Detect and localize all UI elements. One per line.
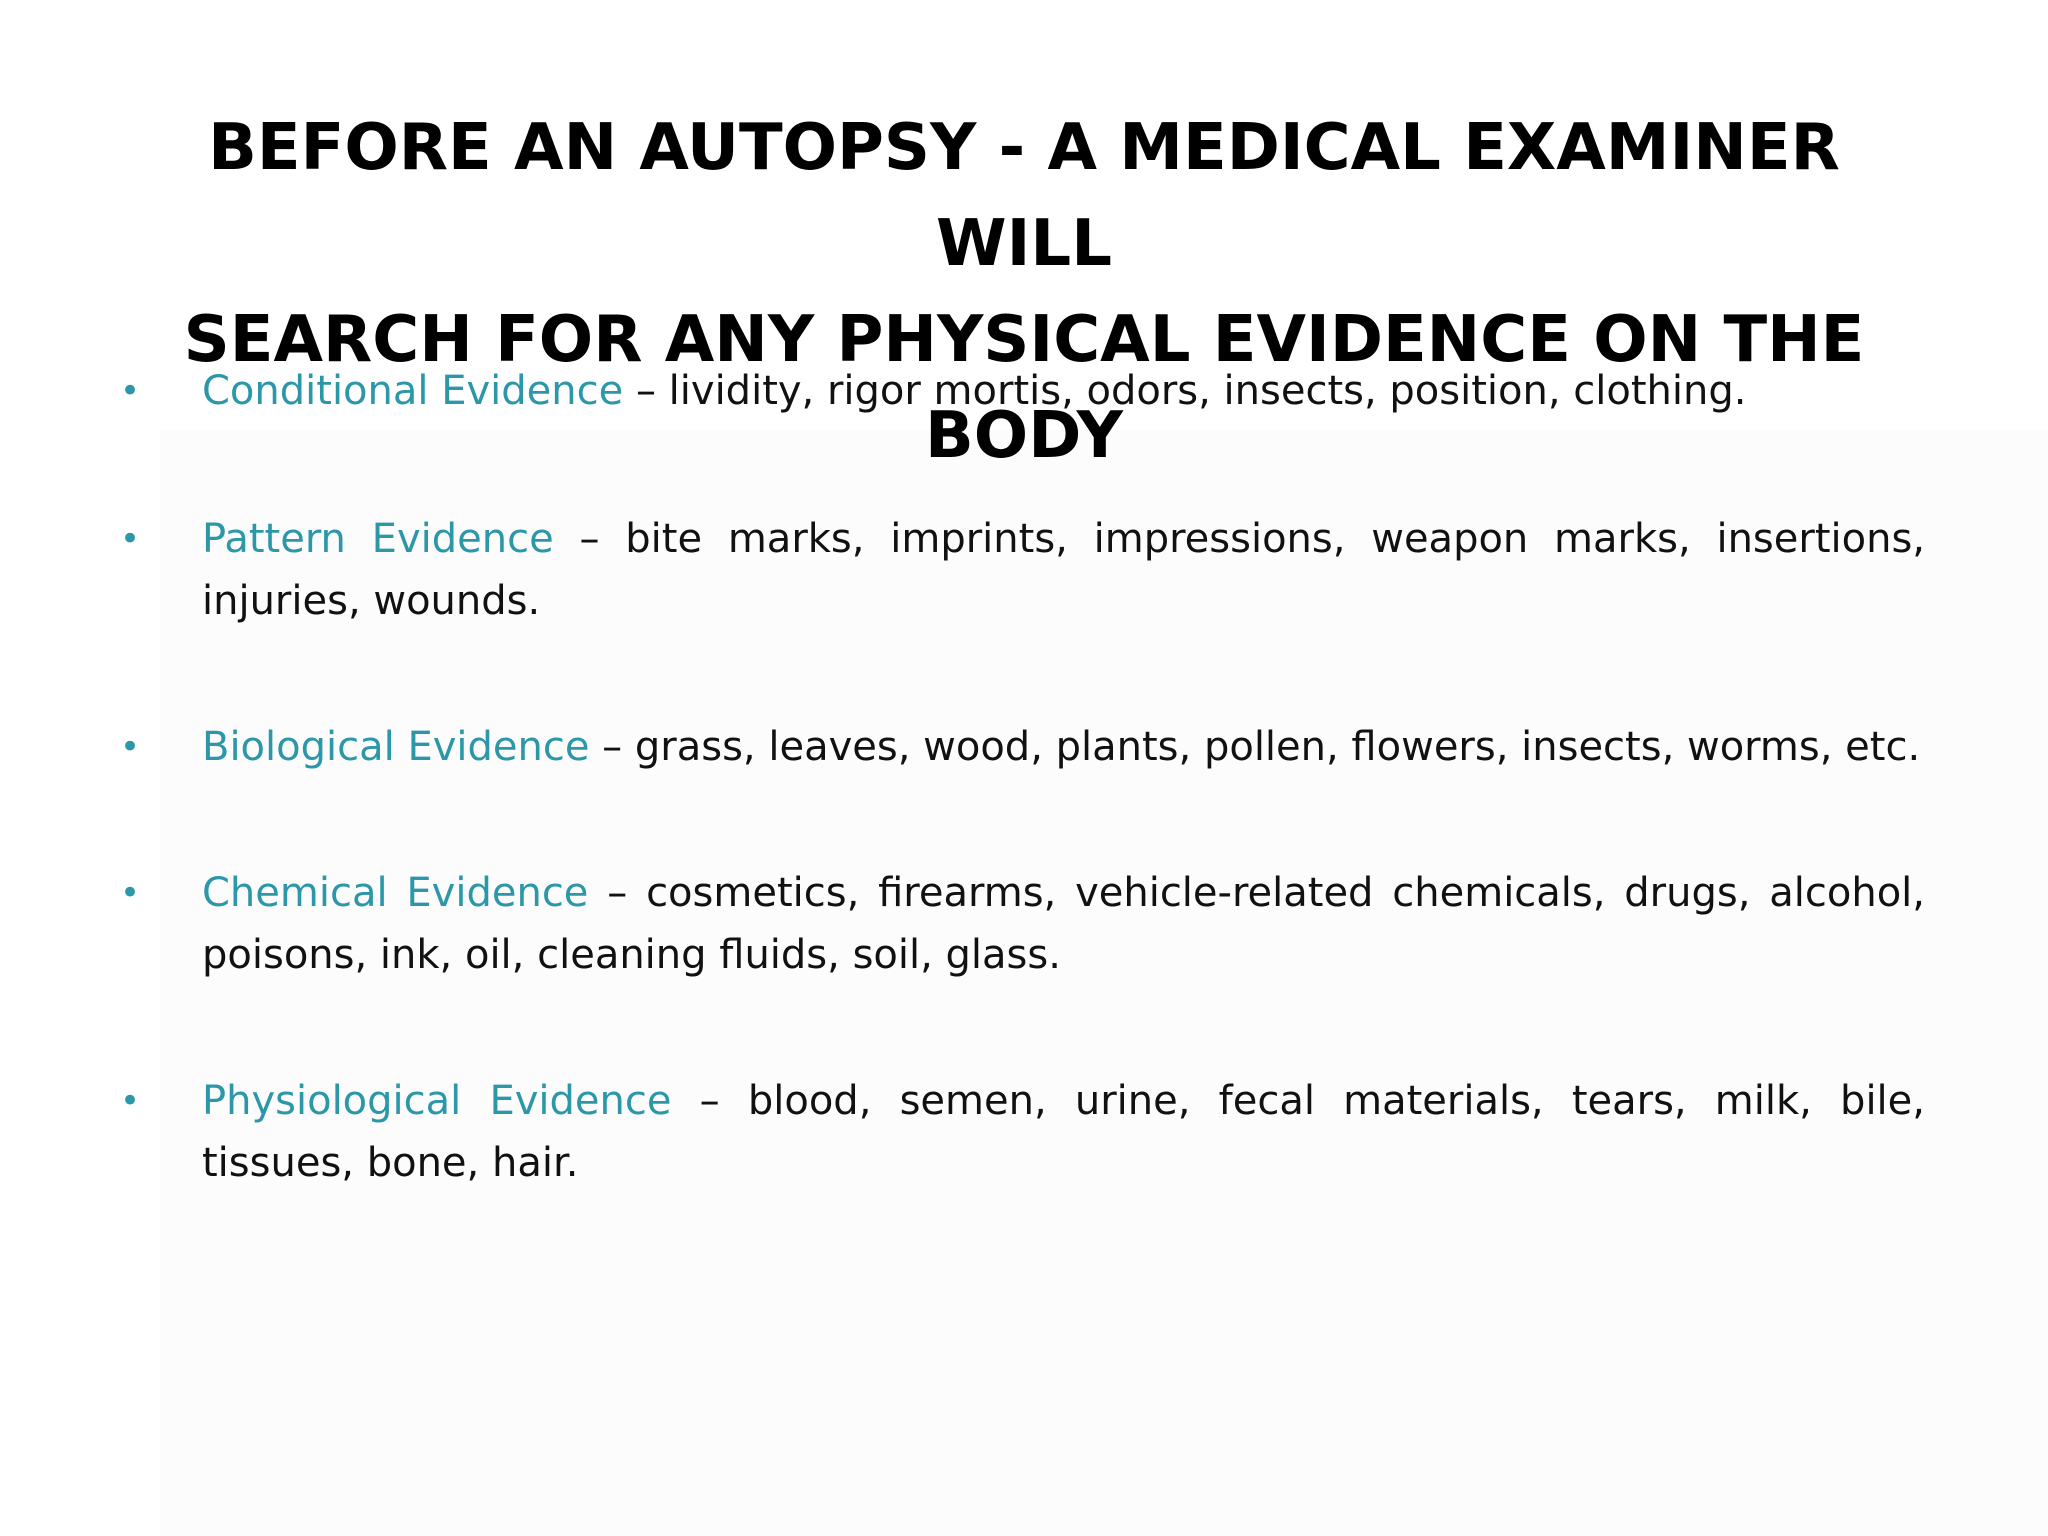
bullet-term: Conditional Evidence <box>202 368 624 414</box>
bullet-item-biological-evidence <box>120 716 1925 778</box>
bullet-dash: – <box>589 724 635 770</box>
bullet-description: lividity, rigor mortis, odors, insects, position, clothing. <box>668 368 1747 414</box>
bullet-dash: – <box>588 870 647 916</box>
bullet-item-pattern-evidence <box>120 508 1925 632</box>
bullet-item-chemical-evidence <box>120 862 1925 986</box>
bullet-icon: • <box>120 727 141 767</box>
bullet-term: Physiological Evidence <box>202 1078 672 1124</box>
bullet-icon: • <box>120 371 141 411</box>
slide-title-line-2: SEARCH FOR ANY PHYSICAL EVIDENCE ON THE BODY <box>183 303 1865 473</box>
bullet-description: grass, leaves, wood, plants, pollen, flowers, insects, worms, etc. <box>634 724 1921 770</box>
bullet-description: cosmetics, firearms, vehicle-related chemicals, drugs, alcohol, poisons, ink, oil, cleaning fluids, soil, glass. <box>202 870 1925 978</box>
slide-title-line-1: BEFORE AN AUTOPSY - A MEDICAL EXAMINER WILL <box>208 111 1840 281</box>
bullet-dash: – <box>671 1078 748 1124</box>
bullet-item-physiological-evidence <box>120 1070 1925 1194</box>
bullet-dash: – <box>623 368 669 414</box>
bullet-dash: – <box>553 516 626 562</box>
bullet-item-conditional-evidence <box>120 360 1925 422</box>
bullet-icon: • <box>120 519 141 559</box>
bullet-icon: • <box>120 1081 141 1121</box>
bullet-term: Biological Evidence <box>202 724 590 770</box>
evidence-bullet-list <box>120 360 1925 1278</box>
bullet-term: Pattern Evidence <box>202 516 554 562</box>
bullet-description: bite marks, imprints, impressions, weapon marks, insertions, injuries, wounds. <box>202 516 1926 624</box>
bullet-description: blood, semen, urine, fecal materials, tears, milk, bile, tissues, bone, hair. <box>202 1078 1925 1186</box>
bullet-icon: • <box>120 873 141 913</box>
bullet-term: Chemical Evidence <box>202 870 589 916</box>
